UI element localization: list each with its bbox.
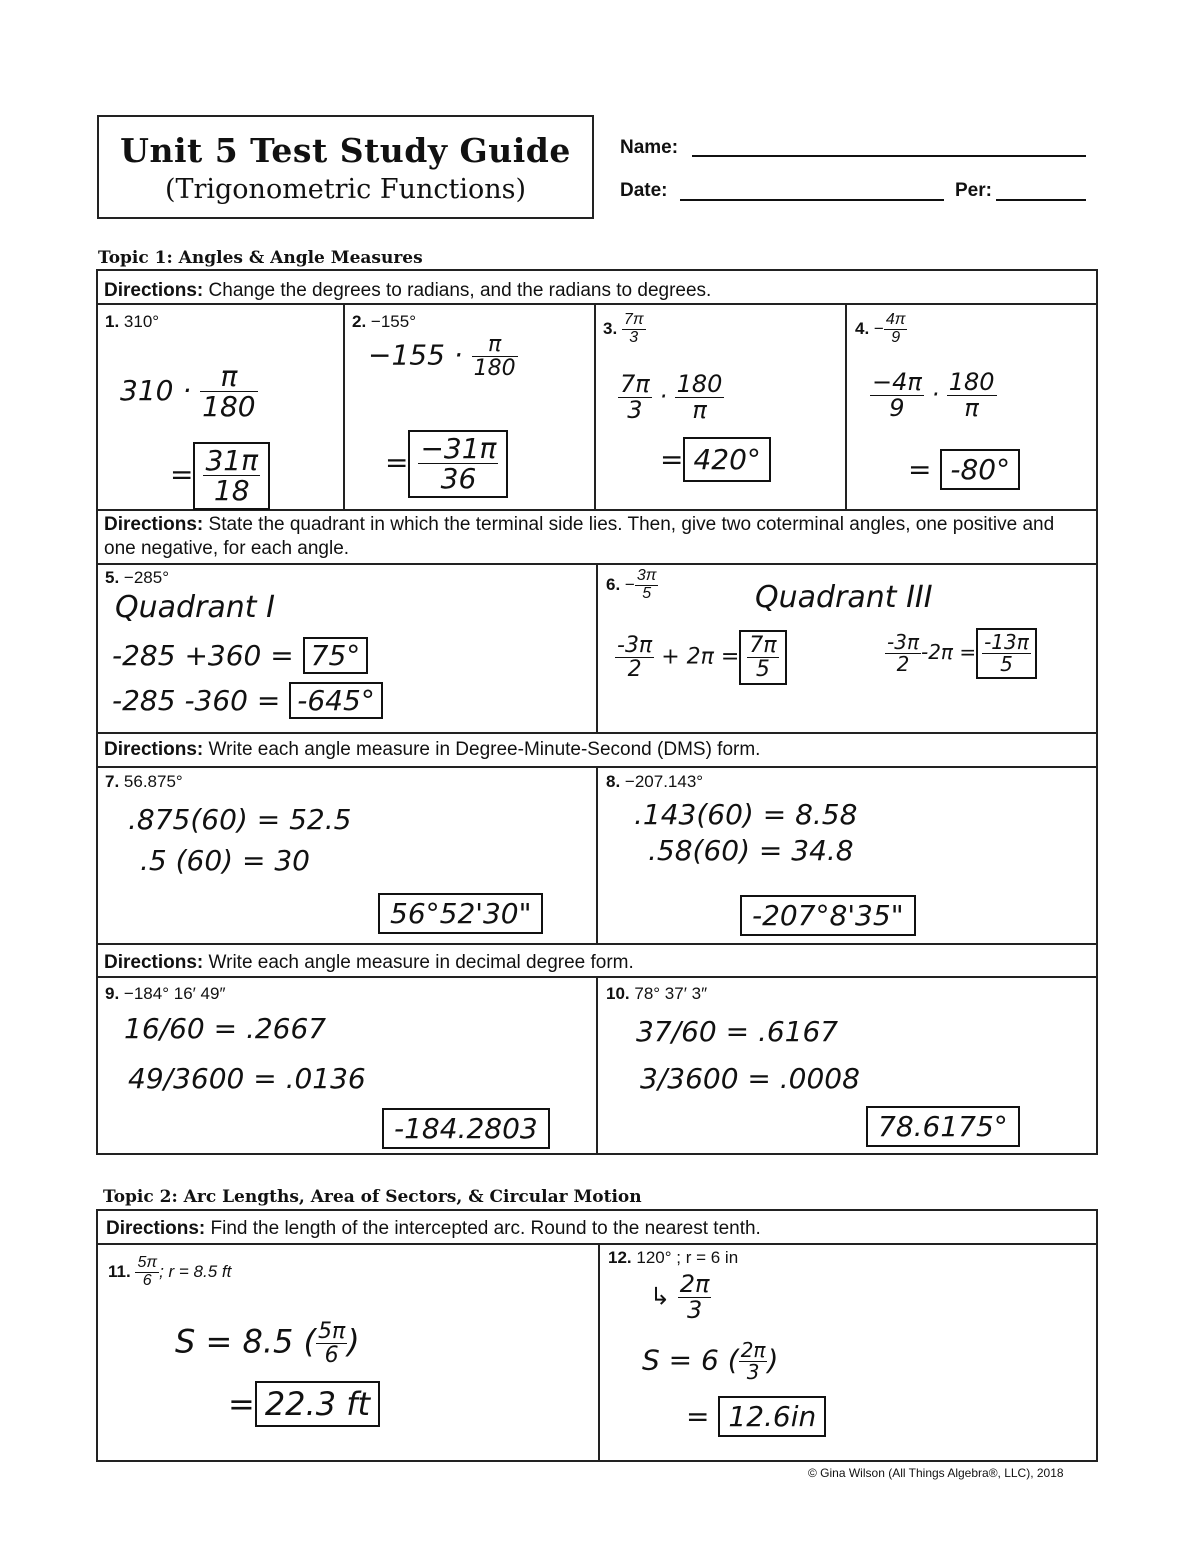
- divider: [596, 766, 598, 943]
- problem-12-work: S = 6 ( $\frac{2\pi}{3}$ ): [642, 1338, 779, 1384]
- problem-5-quadrant: Quadrant I: [115, 590, 275, 625]
- directions-2: Directions: State the quadrant in which the terminal side lies. Then, give two coterminal angles, one positive and one negative, for each angle.: [104, 514, 1055, 559]
- problem-9-answer: -184.2803: [382, 1108, 550, 1149]
- problem-9-step-2: 49/3600 = .0136: [128, 1062, 366, 1095]
- divider: [845, 303, 847, 509]
- divider: [594, 303, 596, 509]
- copyright: © Gina Wilson (All Things Algebra®, LLC), 2018: [808, 1466, 1064, 1480]
- problem-6-quadrant: Quadrant III: [755, 580, 933, 615]
- problem-8-answer: -207°8'35": [740, 895, 916, 936]
- problem-2-label: 2. −155°: [352, 312, 417, 331]
- problem-8-label: 8. −207.143°: [606, 772, 704, 791]
- problem-7-label: 7. 56.875°: [105, 772, 183, 791]
- problem-10-label: 10. 78° 37′ 3″: [606, 984, 708, 1003]
- problem-1-answer: = $\frac{31\pi}{18}$: [170, 442, 270, 510]
- problem-5-positive: -285 +360 = 75°: [112, 639, 368, 672]
- problem-10-step-2: 3/3600 = .0008: [640, 1062, 860, 1095]
- divider: [343, 303, 345, 509]
- divider: [596, 976, 598, 1155]
- problem-1-work: 310 · $\frac{\pi}{180}$: [120, 360, 256, 424]
- per-field[interactable]: [996, 199, 1086, 201]
- divider: [598, 1243, 600, 1462]
- directions-3: Directions: Write each angle measure in Degree-Minute-Second (DMS) form.: [104, 739, 761, 760]
- divider: [96, 303, 1098, 305]
- problem-3-work: $\frac{7\pi}{3}$ · $\frac{180}{\pi}$: [620, 370, 723, 425]
- problem-7-step-2: .5 (60) = 30: [140, 844, 310, 877]
- topic1-heading: Topic 1: Angles & Angle Measures: [98, 248, 423, 268]
- problem-11-label: 11. $\frac{5\pi}{6}$ ; r = 8.5 ft: [108, 1254, 232, 1289]
- problem-2-answer: = $\frac{-31\pi}{36}$: [385, 430, 508, 498]
- directions-4: Directions: Write each angle measure in decimal degree form.: [104, 952, 634, 973]
- problem-7-answer: 56°52'30": [378, 893, 543, 934]
- divider: [96, 943, 1098, 945]
- problem-11-answer: = 22.3 ft: [228, 1385, 380, 1423]
- problem-6-label: 6. − $\frac{3\pi}{5}$: [606, 567, 657, 602]
- problem-1-label: 1. 310°: [105, 312, 160, 331]
- directions-5: Directions: Find the length of the intercepted arc. Round to the nearest tenth.: [106, 1218, 761, 1239]
- problem-9-step-1: 16/60 = .2667: [124, 1012, 327, 1045]
- problem-8-step-2: .58(60) = 34.8: [648, 834, 854, 867]
- problem-5-negative: -285 -360 = -645°: [112, 684, 383, 717]
- name-label: Name:: [620, 137, 679, 158]
- problem-12-conversion: ↳ $\frac{2\pi}{3}$: [650, 1270, 710, 1325]
- name-field[interactable]: [692, 155, 1086, 157]
- page-title: Unit 5 Test Study Guide: [120, 131, 571, 170]
- problem-9-label: 9. −184° 16′ 49″: [105, 984, 226, 1003]
- directions-1: Directions: Change the degrees to radians, and the radians to degrees.: [104, 280, 712, 301]
- problem-8-step-1: .143(60) = 8.58: [634, 798, 858, 831]
- page-subtitle: (Trigonometric Functions): [164, 174, 527, 205]
- topic2-heading: Topic 2: Arc Lengths, Area of Sectors, & Circular Motion: [103, 1187, 642, 1207]
- divider: [96, 1243, 1098, 1245]
- divider: [96, 732, 1098, 734]
- problem-3-label: 3. $\frac{7\pi}{3}$: [603, 311, 644, 346]
- problem-6-positive: $\frac{-3\pi}{2}$ + 2π = $\frac{7\pi}{5}$: [615, 630, 787, 685]
- problem-12-label: 12. 120° ; r = 6 in: [608, 1248, 739, 1267]
- problem-10-step-1: 37/60 = .6167: [636, 1015, 839, 1048]
- problem-12-answer: = 12.6in: [686, 1400, 826, 1433]
- per-label: Per:: [955, 180, 992, 201]
- problem-6-negative: $\frac{-3\pi}{2}$ -2π = $\frac{-13\pi}{5}$: [885, 628, 1037, 679]
- problem-4-answer: = -80°: [908, 453, 1020, 486]
- problem-3-answer: = 420°: [660, 443, 771, 476]
- problem-5-label: 5. −285°: [105, 568, 170, 587]
- divider: [596, 563, 598, 732]
- problem-2-work: −155 · $\frac{\pi}{180}$: [368, 332, 516, 382]
- problem-10-answer: 78.6175°: [866, 1106, 1020, 1147]
- problem-4-work: $\frac{-4\pi}{9}$ · $\frac{180}{\pi}$: [872, 368, 995, 423]
- problem-11-work: S = 8.5 ( $\frac{5\pi}{6}$ ): [175, 1319, 360, 1369]
- problem-4-label: 4. − $\frac{4\pi}{9}$: [855, 311, 906, 346]
- title-box: [97, 115, 594, 219]
- date-field[interactable]: [680, 199, 944, 201]
- date-label: Date:: [620, 180, 668, 201]
- problem-7-step-1: .875(60) = 52.5: [128, 803, 352, 836]
